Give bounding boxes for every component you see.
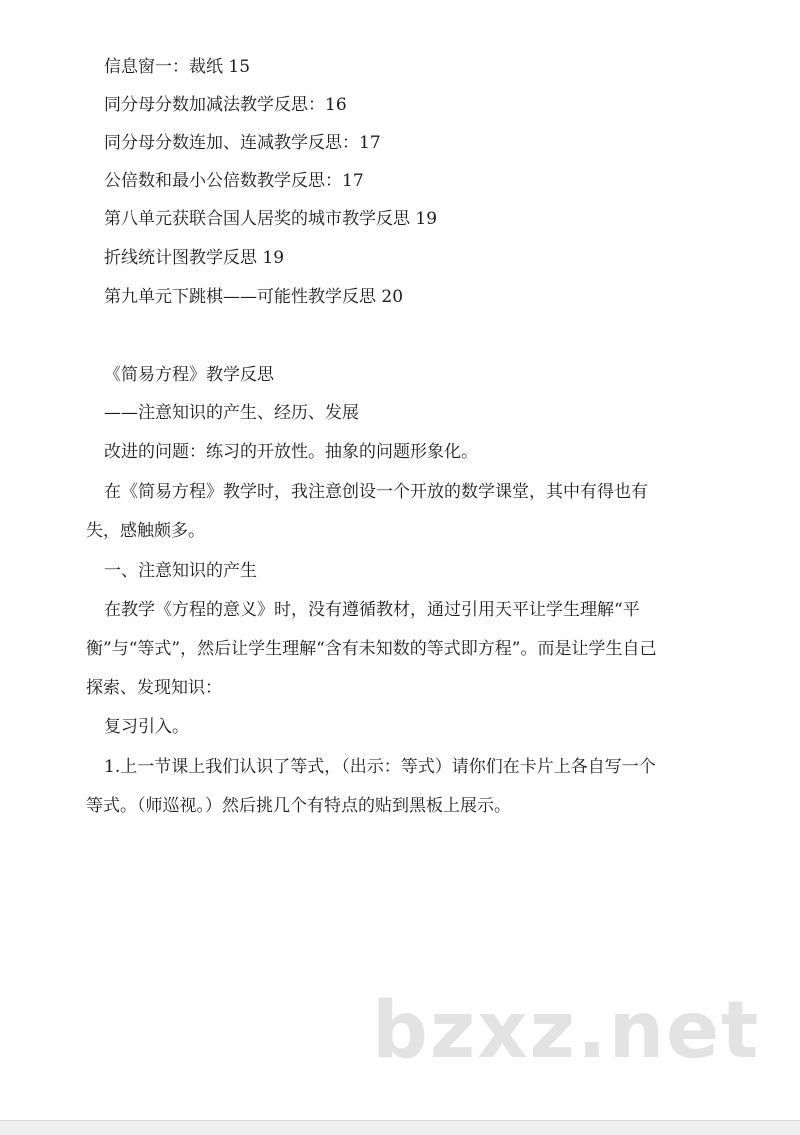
paragraph-line: 失，感触颇多。 — [86, 521, 205, 541]
toc-entry: 第九单元下跳棋——可能性教学反思 20 — [104, 287, 404, 307]
toc-entry: 同分母分数连加、连减教学反思：17 — [104, 133, 381, 153]
improvement-note: 改进的问题：练习的开放性。抽象的问题形象化。 — [104, 442, 478, 462]
toc-entry: 信息窗一：裁纸 15 — [104, 57, 251, 77]
paragraph-line: 探索、发现知识： — [86, 678, 222, 698]
section-heading: 一、注意知识的产生 — [104, 561, 257, 581]
paragraph-line: 等式。（师巡视。）然后挑几个有特点的贴到黑板上展示。 — [86, 796, 511, 816]
paragraph-line: 在教学《方程的意义》时，没有遵循教材，通过引用天平让学生理解“平 — [104, 600, 640, 620]
toc-entry: 同分母分数加减法教学反思：16 — [104, 95, 347, 115]
review-heading: 复习引入。 — [104, 717, 189, 737]
toc-entry: 公倍数和最小公倍数教学反思：17 — [104, 171, 364, 191]
paragraph-line: 衡”与“等式”，然后让学生理解“含有未知数的等式即方程”。而是让学生自己 — [86, 639, 657, 659]
toc-entry: 折线统计图教学反思 19 — [104, 248, 285, 268]
paragraph-line: 在《简易方程》教学时，我注意创设一个开放的数学课堂，其中有得也有 — [104, 482, 648, 502]
paragraph-line: 1.上一节课上我们认识了等式，（出示：等式）请你们在卡片上各自写一个 — [104, 757, 656, 777]
site-watermark: bzxz.net — [372, 986, 761, 1076]
toc-entry: 第八单元获联合国人居奖的城市教学反思 19 — [104, 209, 438, 229]
article-title: 《简易方程》教学反思 — [104, 365, 274, 385]
article-subtitle: ——注意知识的产生、经历、发展 — [104, 403, 359, 423]
page-bottom-edge — [0, 1120, 800, 1135]
